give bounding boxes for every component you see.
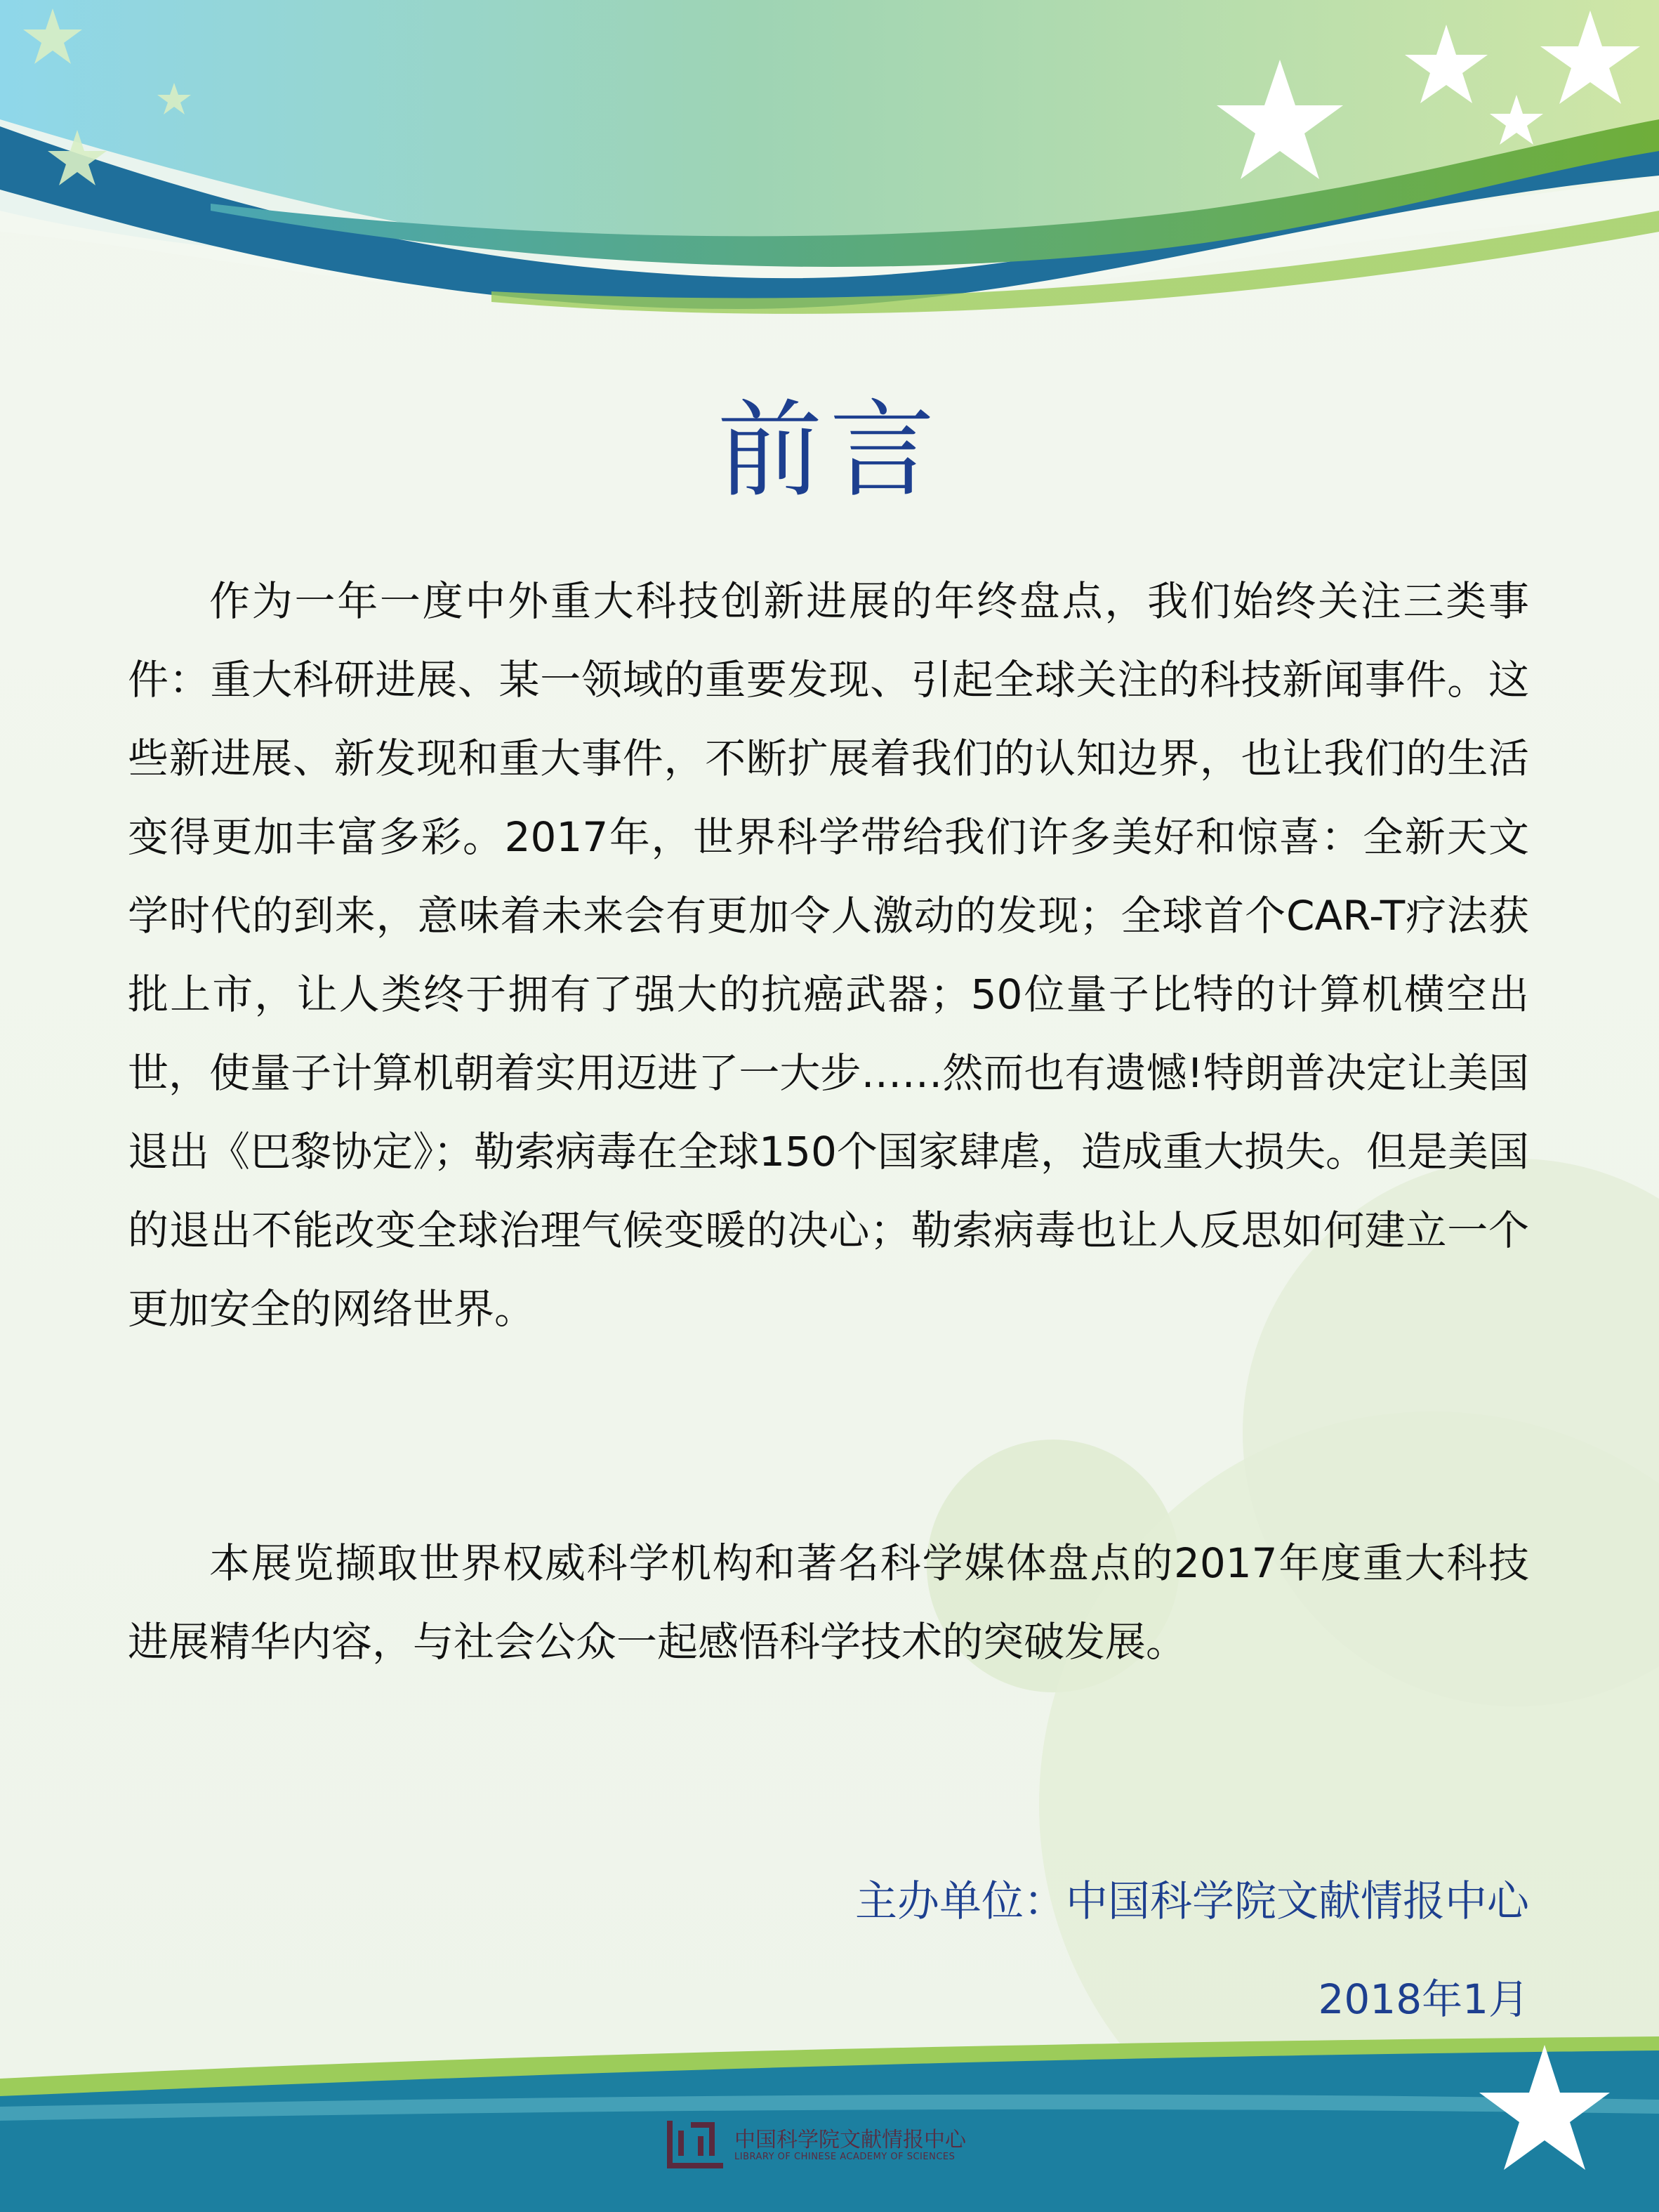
- logo-text-cn: 中国科学院文献情报中心: [734, 2128, 966, 2152]
- page-title: 前言: [717, 390, 942, 512]
- library-logo-icon: [666, 2115, 727, 2171]
- sponsor-line: 主办单位：中国科学院文献情报中心: [855, 1877, 1529, 1926]
- intro-paragraph-1: 作为一年一度中外重大科技创新进展的年终盘点，我们始终关注三类事件：重大科研进展、某一领域的重要发现、引起全球关注的科技新闻事件。这些新进展、新发现和重大事件，不断扩展着我们的认知边界，也让我们的生活变得更加丰富多彩。2017年，世界科学带给我们许多美好和惊喜：全新天文学时代的到来，意味着未来会有更加令人激动的发现；全球首个CAR-T疗法获批上市，让人类终于拥有了强大的抗癌武器；50位量子比特的计算机横空出世，使量子计算机朝着实用迈进了一大步……然而也有遗憾!特朗普决定让美国退出《巴黎协定》；勒索病毒在全球150个国家肆虐，造成重大损失。但是美国的退出不能改变全球治理气候变暖的决心；勒索病毒也让人反思如何建立一个更加安全的网络世界。: [128, 577, 1529, 1333]
- intro-paragraph-2: 本展览撷取世界权威科学机构和著名科学媒体盘点的2017年度重大科技进展精华内容，与社会公众一起感悟科学技术的突破发展。: [128, 1539, 1529, 1666]
- date-line: 2018年1月: [1318, 1975, 1529, 2023]
- footer-logo: [666, 2115, 996, 2178]
- logo-text-en: LIBRARY OF CHINESE ACADEMY OF SCIENCES: [734, 2152, 956, 2162]
